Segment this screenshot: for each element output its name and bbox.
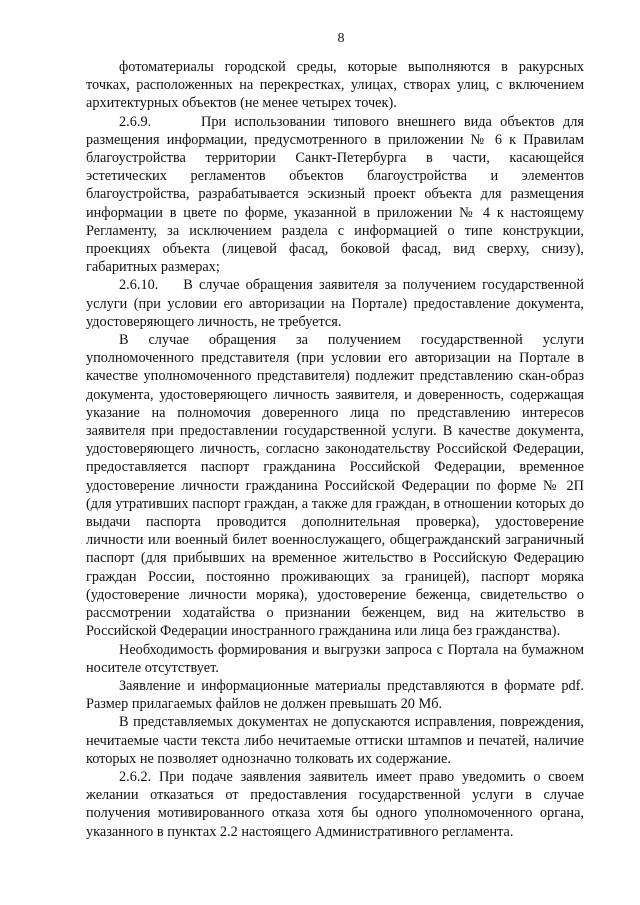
paragraph-2-6-2: 2.6.2. При подаче заявления заявитель имеет право уведомить о своем желании отказаться от предоставления государственной услуги в случае получения мотивированного отказа хотя бы одного уполномоченного органа, указанного в пунктах 2.2 настоящего Административного регламента. xyxy=(86,768,584,840)
paragraph-paper-not-required: Необходимость формирования и выгрузки запроса с Портала на бумажном носителе отсутствует. xyxy=(86,641,584,676)
paragraph-pdf-format: Заявление и информационные материалы представляются в формате pdf. Размер прилагаемых файлов не должен превышать 20 Мб. xyxy=(86,677,584,713)
paragraph-representative: В случае обращения за получением государственной услуги уполномоченного представителя (при условии его авторизации на Портале в качестве уполномоченного представителя) подлежит представлению скан-образ документа, удостоверяющего личность заявителя, и доверенность, содержащая указание на полномочия доверенного лица по представлению интересов заявителя при предоставлении государственной услуги. В качестве документа, удостоверяющего личность, согласно законодательству Российской Федерации, предоставляется паспорт гражданина Российской Федерации, временное удостоверение личности гражданина Российской Федерации по форме № 2П (для утративших паспорт граждан, а также для граждан, в отношении которых до выдачи паспорта проводится дополнительная проверка), удостоверение личности или военный билет военнослужащего, общегражданский заграничный паспорт (для прибывших на временное жительство в Российскую Федерацию граждан России, постоянно проживающих за границей), паспорт моряка (удостоверение личности моряка), удостоверение беженца, свидетельство о рассмотрении ходатайства о признании беженцем, вид на жительство в Российской Федерации иностранного гражданина или лица без гражданства). xyxy=(86,332,584,640)
page-number: 8 xyxy=(337,31,345,46)
paragraph-photomaterials: фотоматериалы городской среды, которые выполняются в ракурсных точках, расположенных на перекрестках, улицах, створах улиц, с включением архитектурных объектов (не менее четырех точек). xyxy=(86,59,584,112)
paragraph-no-corrections: В представляемых документах не допускаются исправления, повреждения, нечитаемые части текста либо нечитаемые оттиски штампов и печатей, наличие которых не позволяет однозначно толковать их содержание. xyxy=(86,714,584,767)
paragraph-2-6-10: 2.6.10. В случае обращения заявителя за получением государственной услуги (при условии его авторизации на Портале) предоставление документа, удостоверяющего личность, не требуется. xyxy=(86,277,584,330)
paragraph-2-6-9: 2.6.9. При использовании типового внешнего вида объектов для размещения информации, предусмотренного в приложении № 6 к Правилам благоустройства территории Санкт-Петербурга в части, касающейся эстетических регламентов объектов благоустройства и элементов благоустройства, разрабатывается эскизный проект объекта для размещения информации в цвете по форме, указанной в приложении № 4 к настоящему Регламенту, за исключением раздела с информацией о типе конструкции, проекциях объекта (лицевой фасад, боковой фасад, вид сверху, снизу), габаритных размерах; xyxy=(86,113,584,276)
